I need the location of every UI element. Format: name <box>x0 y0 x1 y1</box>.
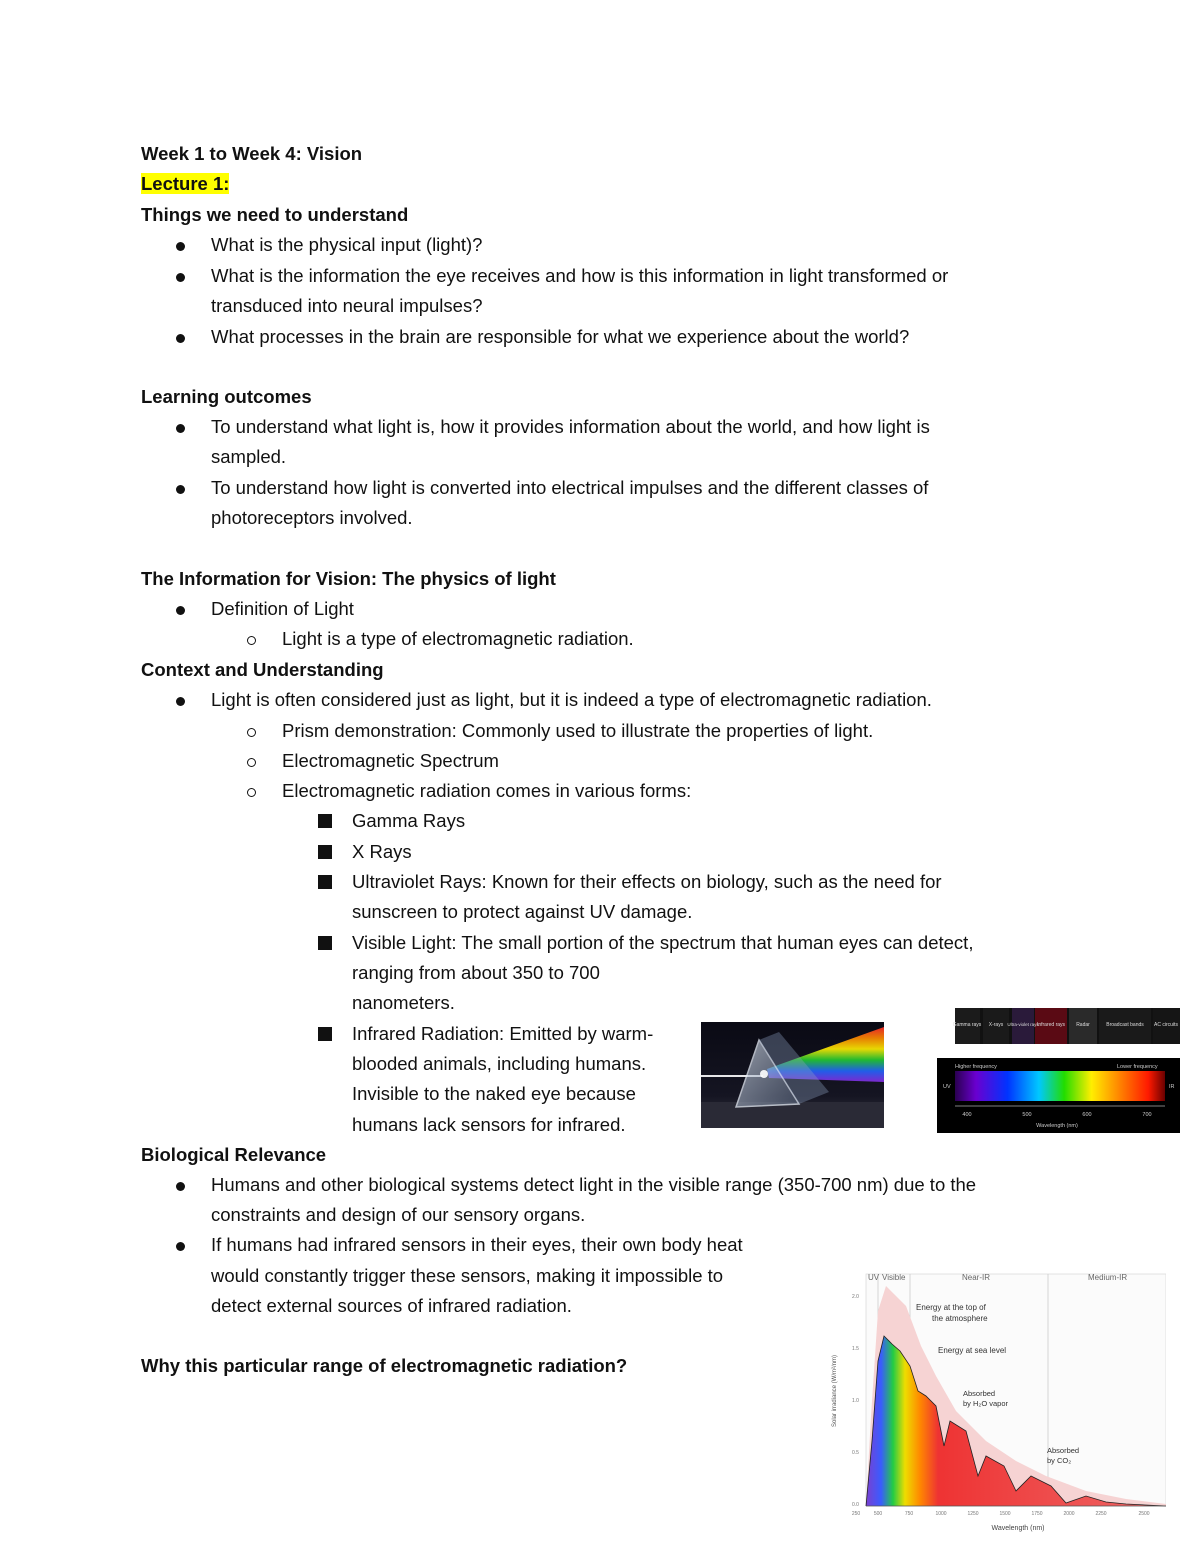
list-item-continuation: nanometers. <box>352 992 455 1013</box>
uv-label: UV <box>943 1084 951 1090</box>
region-label: Visible <box>882 1273 906 1282</box>
band-label: Infrared rays <box>1036 1022 1066 1028</box>
annotation-text: Energy at the top of <box>916 1303 986 1312</box>
em-spectrum-image <box>937 1008 1180 1133</box>
annotation-text: by CO₂ <box>1047 1456 1072 1465</box>
outcomes-heading: Learning outcomes <box>141 386 312 407</box>
bullet-icon <box>176 1230 185 1260</box>
context-heading: Context and Understanding <box>141 659 384 680</box>
bullet-icon <box>176 261 185 291</box>
x-tick: 500 <box>873 1511 883 1517</box>
x-tick: 2000 <box>1063 1511 1075 1517</box>
bullet-icon <box>176 322 185 352</box>
list-item-continuation: detect external sources of infrared radiation. <box>211 1295 572 1316</box>
list-item: Definition of Light <box>211 598 354 619</box>
annotation-text: Absorbed <box>1047 1446 1080 1455</box>
list-item-continuation: photoreceptors involved. <box>211 507 413 528</box>
sub-list-item: Prism demonstration: Commonly used to illustrate the properties of light. <box>282 720 874 741</box>
list-item: What processes in the brain are responsible for what we experience about the world? <box>211 326 910 347</box>
list-item: Light is often considered just as light, but it is indeed a type of electromagnetic radiation. <box>211 689 932 710</box>
band-label: AC circuits <box>1154 1022 1178 1028</box>
lecture-highlight: Lecture 1: <box>141 173 230 194</box>
region-label: Near-IR <box>962 1273 991 1282</box>
list-item: What is the physical input (light)? <box>211 234 483 255</box>
bio-heading: Biological Relevance <box>141 1144 327 1165</box>
region-label: UV <box>868 1273 880 1282</box>
y-axis-label: Solar irradiance (W/m²/nm) <box>832 1354 838 1428</box>
list-item-continuation: transduced into neural impulses? <box>211 295 483 316</box>
document-title: Week 1 to Week 4: Vision <box>141 143 363 164</box>
bullet-icon <box>176 594 185 624</box>
square-bullet-icon <box>318 867 332 898</box>
x-tick: 250 <box>851 1511 861 1517</box>
bullet-icon <box>176 230 185 260</box>
list-item-continuation: would constantly trigger these sensors, making it impossible to <box>211 1265 724 1286</box>
list-item-continuation: constraints and design of our sensory organs. <box>211 1204 586 1225</box>
annotation-text: the atmosphere <box>932 1314 988 1323</box>
list-item: To understand how light is converted into electrical impulses and the different classes of <box>211 477 929 498</box>
sub-sub-list-item: Infrared Radiation: Emitted by warm- <box>352 1023 654 1044</box>
x-tick: 1000 <box>935 1511 947 1517</box>
x-tick: 1500 <box>999 1511 1011 1517</box>
axis-label: Wavelength (nm) <box>1036 1123 1078 1129</box>
y-tick: 2.0 <box>852 1294 859 1300</box>
list-item: If humans had infrared sensors in their eyes, their own body heat <box>211 1234 743 1255</box>
x-tick: 1250 <box>967 1511 979 1517</box>
annotation-text: Absorbed <box>963 1389 996 1398</box>
lower-frequency-label: Lower frequency <box>1117 1064 1158 1070</box>
y-tick: 0.0 <box>852 1502 859 1508</box>
list-item-continuation: ranging from about 350 to 700 <box>352 962 600 983</box>
sub-bullet-icon <box>247 776 256 806</box>
list-item-continuation: Invisible to the naked eye because <box>352 1083 636 1104</box>
list-item: What is the information the eye receives and how is this information in light transformed or <box>211 265 949 286</box>
x-axis-label: Wavelength (nm) <box>991 1525 1045 1532</box>
tick-label: 500 <box>1022 1112 1032 1118</box>
y-tick: 0.5 <box>852 1450 859 1456</box>
sub-bullet-icon <box>247 746 256 776</box>
band-label: Ultra-violet rays <box>1007 1022 1039 1027</box>
sub-sub-list-item: Gamma Rays <box>352 810 466 831</box>
list-item-continuation: sampled. <box>211 446 287 467</box>
annotation-text: Energy at sea level <box>938 1346 1007 1355</box>
square-bullet-icon <box>318 1019 332 1050</box>
tick-label: 400 <box>962 1112 972 1118</box>
things-heading: Things we need to understand <box>141 204 409 225</box>
list-item: Humans and other biological systems detect light in the visible range (350-700 nm) due to the <box>211 1174 977 1195</box>
x-tick: 750 <box>904 1511 914 1517</box>
sub-list-item: Light is a type of electromagnetic radiation. <box>282 628 634 649</box>
prism-image <box>701 1022 884 1128</box>
sub-bullet-icon <box>247 716 256 746</box>
sub-sub-list-item: X Rays <box>352 841 412 862</box>
solar-irradiance-image <box>826 1266 1166 1536</box>
region-label: Medium-IR <box>1088 1273 1128 1282</box>
x-tick: 2250 <box>1095 1511 1107 1517</box>
band-label: Radar <box>1076 1022 1090 1028</box>
list-item-continuation: blooded animals, including humans. <box>352 1053 647 1074</box>
x-tick: 1750 <box>1031 1511 1043 1517</box>
sub-list-item: Electromagnetic Spectrum <box>282 750 499 771</box>
band-label: Broadcast bands <box>1106 1022 1144 1028</box>
lecture-label <box>141 169 229 199</box>
bullet-icon <box>176 473 185 503</box>
band-label: Gamma rays <box>952 1022 982 1028</box>
square-bullet-icon <box>318 806 332 837</box>
list-item: To understand what light is, how it provides information about the world, and how light is <box>211 416 930 437</box>
sub-sub-list-item: Visible Light: The small portion of the spectrum that human eyes can detect, <box>352 932 974 953</box>
ir-label: IR <box>1169 1084 1175 1090</box>
why-heading: Why this particular range of electromagnetic radiation? <box>141 1355 628 1376</box>
x-tick: 2500 <box>1138 1511 1150 1517</box>
list-item-continuation: humans lack sensors for infrared. <box>352 1114 626 1135</box>
bullet-icon <box>176 1170 185 1200</box>
sub-sub-list-item: Ultraviolet Rays: Known for their effects on biology, such as the need for <box>352 871 942 892</box>
physics-heading: The Information for Vision: The physics of light <box>141 568 556 589</box>
sub-list-item: Electromagnetic radiation comes in various forms: <box>282 780 692 801</box>
bullet-icon <box>176 412 185 442</box>
band-label: X-rays <box>988 1022 1004 1028</box>
bullet-icon <box>176 685 185 715</box>
annotation-text: by H₂O vapor <box>963 1399 1009 1408</box>
square-bullet-icon <box>318 837 332 868</box>
sub-bullet-icon <box>247 624 256 654</box>
y-tick: 1.5 <box>852 1346 859 1352</box>
tick-label: 600 <box>1082 1112 1092 1118</box>
square-bullet-icon <box>318 928 332 959</box>
list-item-continuation: sunscreen to protect against UV damage. <box>352 901 693 922</box>
tick-label: 700 <box>1142 1112 1152 1118</box>
higher-frequency-label: Higher frequency <box>955 1064 997 1070</box>
y-tick: 1.0 <box>852 1398 859 1404</box>
